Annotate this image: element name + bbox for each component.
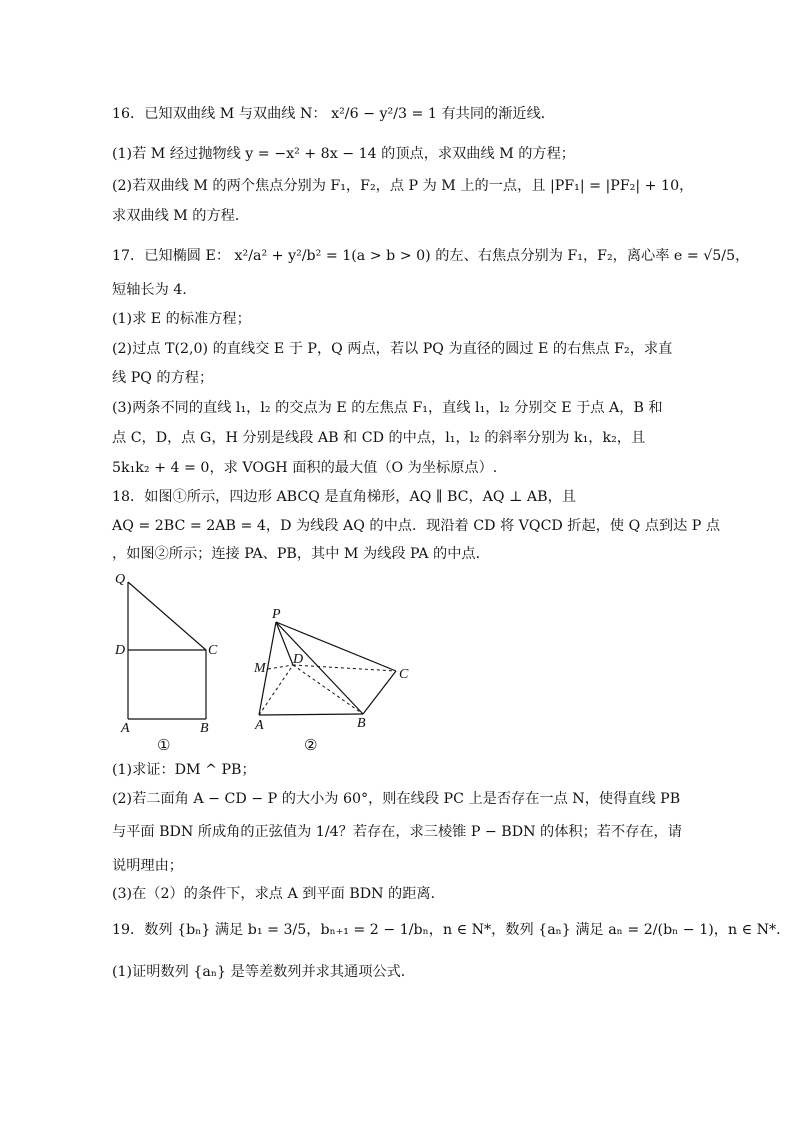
problem-16-part-1: (1)若 M 经过抛物线 y = −x² + 8x − 14 的顶点，求双曲线 M 的方程； <box>112 146 575 162</box>
label-C2: C <box>399 667 409 682</box>
problem-18-part-2-cont2: 说明理由； <box>112 858 183 874</box>
problem-18-part-1: (1)求证：DM ^ PB； <box>112 762 256 778</box>
problem-18-part-3: (3)在（2）的条件下，求点 A 到平面 BDN 的距离． <box>112 886 445 902</box>
problem-17-part-2-cont: 线 PQ 的方程； <box>112 370 214 386</box>
problem-17-part-3: (3)两条不同的直线 l₁，l₂ 的交点为 E 的左焦点 F₁，直线 l₁，l₂ 分别交 E 于点 A，B 和 <box>112 400 663 416</box>
label-D2: D <box>293 652 304 667</box>
figure-2 <box>259 622 396 715</box>
label-A2: A <box>255 718 264 733</box>
label-D: D <box>115 643 126 658</box>
figure-1 <box>128 582 206 719</box>
problem-19-part-1: (1)证明数列 {aₙ} 是等差数列并求其通项公式． <box>112 964 415 980</box>
figure-2-hidden <box>259 665 396 715</box>
problem-18-part-2-cont1: 与平面 BDN 所成角的正弦值为 1/4？若存在，求三棱锥 P − BDN 的体积；若不存在，请 <box>112 824 682 840</box>
problem-18-stem-cont1: AQ = 2BC = 2AB = 4，D 为线段 AQ 的中点．现沿着 CD 将 VQCD 折起，使 Q 点到达 P 点 <box>112 518 721 534</box>
label-M: M <box>254 661 266 676</box>
problem-17-part-3-cont1: 点 C，D，点 G，H 分别是线段 AB 和 CD 的中点，l₁，l₂ 的斜率分别为 k₁，k₂，且 <box>112 430 646 446</box>
figure-2-caption: ② <box>304 736 318 754</box>
problem-17-stem: 17．已知椭圆 E： x²/a² + y²/b² = 1(a > b > 0) 的左、右焦点分别为 F₁，F₂，离心率 e = √5/5， <box>112 248 750 264</box>
problem-17-stem-cont: 短轴长为 4. <box>112 282 187 298</box>
problem-17-part-1: (1)求 E 的标准方程； <box>112 311 251 327</box>
problem-18-stem-cont2: ，如图②所示；连接 PA、PB，其中 M 为线段 PA 的中点． <box>112 546 490 562</box>
problem-16-stem: 16．已知双曲线 M 与双曲线 N： x²/6 − y²/3 = 1 有共同的渐近线． <box>112 106 555 122</box>
problem-19-stem: 19．数列 {bₙ} 满足 b₁ = 3/5，bₙ₊₁ = 2 − 1/bₙ，n ∈ N*，数列 {aₙ} 满足 aₙ = 2/(bₙ − 1)，n ∈ N*． <box>112 922 791 938</box>
edge-PB <box>276 622 363 714</box>
problem-18-stem: 18．如图①所示，四边形 ABCQ 是直角梯形，AQ ∥ BC，AQ ⊥ AB，且 <box>112 489 576 505</box>
label-A: A <box>121 721 130 736</box>
edge-BC2 <box>363 671 396 714</box>
problem-17-part-2: (2)过点 T(2,0) 的直线交 E 于 P，Q 两点，若以 PQ 为直径的圆过 E 的右焦点 F₂，求直 <box>112 341 673 357</box>
label-Q: Q <box>115 572 126 587</box>
figure-1-caption: ① <box>157 736 171 754</box>
edge-AB2 <box>259 714 363 715</box>
edge-MD <box>268 665 293 669</box>
problem-16-part-2: (2)若双曲线 M 的两个焦点分别为 F₁，F₂，点 P 为 M 上的一点，且 |PF₁| = |PF₂| + 10， <box>112 178 694 194</box>
problem-17-part-3-cont2: 5k₁k₂ + 4 = 0，求 VOGH 面积的最大值（O 为坐标原点）. <box>112 460 498 476</box>
figure-svg <box>112 572 432 762</box>
edge-DC2 <box>293 665 396 671</box>
edge-QC <box>128 582 206 650</box>
edge-DB <box>293 665 363 714</box>
problem-16-part-2-cont: 求双曲线 M 的方程． <box>112 208 250 224</box>
problem-18-part-2: (2)若二面角 A − CD − P 的大小为 60°，则在线段 PC 上是否存在一点 N，使得直线 PB <box>112 791 681 807</box>
label-B2: B <box>357 716 366 731</box>
label-C: C <box>208 643 218 658</box>
label-B: B <box>200 721 209 736</box>
geometry-figures <box>112 572 432 762</box>
label-P: P <box>272 607 281 622</box>
